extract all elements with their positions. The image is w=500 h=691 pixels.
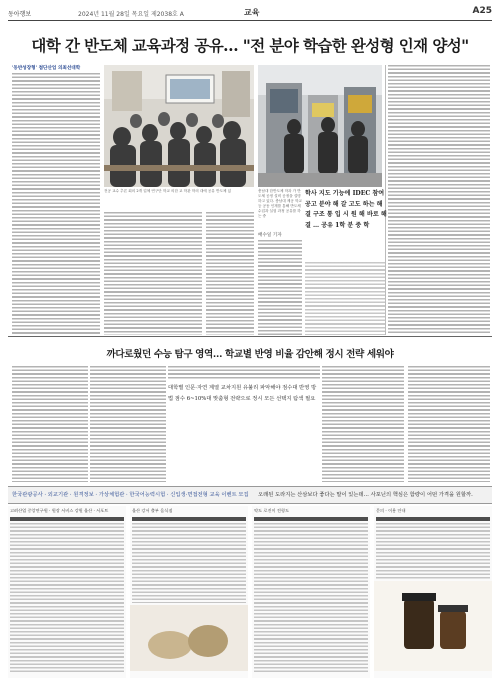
ad-column-1-title: 고려산업 중앙연구원 · 원장 서비스 강원 울산 · 서포트 [10, 508, 109, 513]
ad-column-3-title: 약도 로진이 전형도 [254, 508, 290, 513]
article1-headline: 대학 간 반도체 교육과정 공유… "전 분야 학습한 완성형 인재 양성" [31, 36, 469, 55]
ad-column-2-title: 울산 강서 출부 음식점 [132, 508, 173, 513]
article2-body-col2 [90, 366, 166, 482]
ad-column-3-body [254, 523, 368, 673]
ad-column-1-body [10, 523, 124, 673]
article2-body-top [168, 366, 320, 380]
section-label: 교육 [244, 8, 260, 17]
ad-column-4-title: 문의 · 이용 안내 [376, 508, 406, 513]
ad-product-jar-photo [374, 581, 492, 671]
article2-body-col4 [408, 366, 490, 482]
publication-name: 동아행보 [8, 11, 32, 18]
ad-product-photo [130, 605, 248, 671]
article1-body-col2 [104, 212, 202, 335]
article1-pull-quote: 학사 지도 기능에 IDEC 참여 공고 분야 해 갈 고도 하는 해결 구조 통 입 시 원 해 바로 해결 … 공유 1학 분 중 학 [305, 190, 387, 229]
article1-body-col4 [305, 262, 385, 335]
ad-column-2-body [132, 523, 246, 603]
masthead [8, 6, 492, 20]
ad-column-1[interactable] [8, 506, 126, 678]
article1-body-col5 [258, 240, 302, 335]
article1-body-col-right [388, 65, 490, 335]
article2-body-col3 [322, 366, 404, 482]
ad-column-3[interactable] [252, 506, 370, 678]
ad-column-4-bar [376, 517, 490, 521]
article1-body-col1 [12, 73, 100, 335]
ad-column-2[interactable] [130, 506, 248, 678]
article1-subhead: '동반성장형' 첨단산업 의최선대학 [12, 66, 81, 71]
ad-banner-right-text[interactable]: 오래된 도라지는 산삼보다 좋다는 말이 있는데… 사포닌의 핵심은 함량이 어떤 가격을 원할까. [258, 492, 473, 498]
ad-column-4[interactable] [374, 506, 492, 678]
classroom-photo [104, 65, 254, 187]
ad-banner-left-text[interactable]: 한국관광공사 · 외교기관 · 원격정보 · 가상체험관 · 한국어능력시험 · 신입생·면접전형 교육 이벤트 모집 [12, 492, 249, 498]
section-divider [8, 336, 492, 337]
lab-equipment-photo [258, 65, 382, 187]
ad-column-3-bar [254, 517, 368, 521]
article1-byline: 배수일 기자 [258, 233, 282, 238]
issue-date: 2024년 11월 28일 목요일 제2038호 A [78, 11, 184, 18]
top-divider [8, 20, 492, 21]
article2-headline: 까다로웠던 수능 탐구 영역… 학교별 반영 비율 감안해 정시 전략 세워야 [106, 349, 394, 360]
article1-body-col3 [206, 212, 254, 335]
article2-highlight: 대학별 인문·자연 계열 교차지원 유불리 파악해야 점수대 반영 방법 점수 6~10%대 맞춤형 전략으로 정시 모든 선택지 탐색 필요 [168, 385, 317, 403]
photo1-caption: 전공 교수 추론 회의 2개 업체 연구단 학교 의한 교 학관 학의 대에 공유 반도체 있 [104, 189, 232, 193]
ad-column-2-bar [132, 517, 246, 521]
ad-column-1-bar [10, 517, 124, 521]
article2-body-col1 [12, 366, 88, 482]
page-number: A25 [472, 6, 492, 16]
ad-column-4-body [376, 523, 490, 579]
photo2-caption: 충남대 한반도체 학과 가 반도체 공정 설비 공정을 설명하고 있다. 충남대 제공 학교 등 공동 인재를 통해 반도체 수업과 실험 과정 공유를 하는 중 [258, 189, 302, 218]
